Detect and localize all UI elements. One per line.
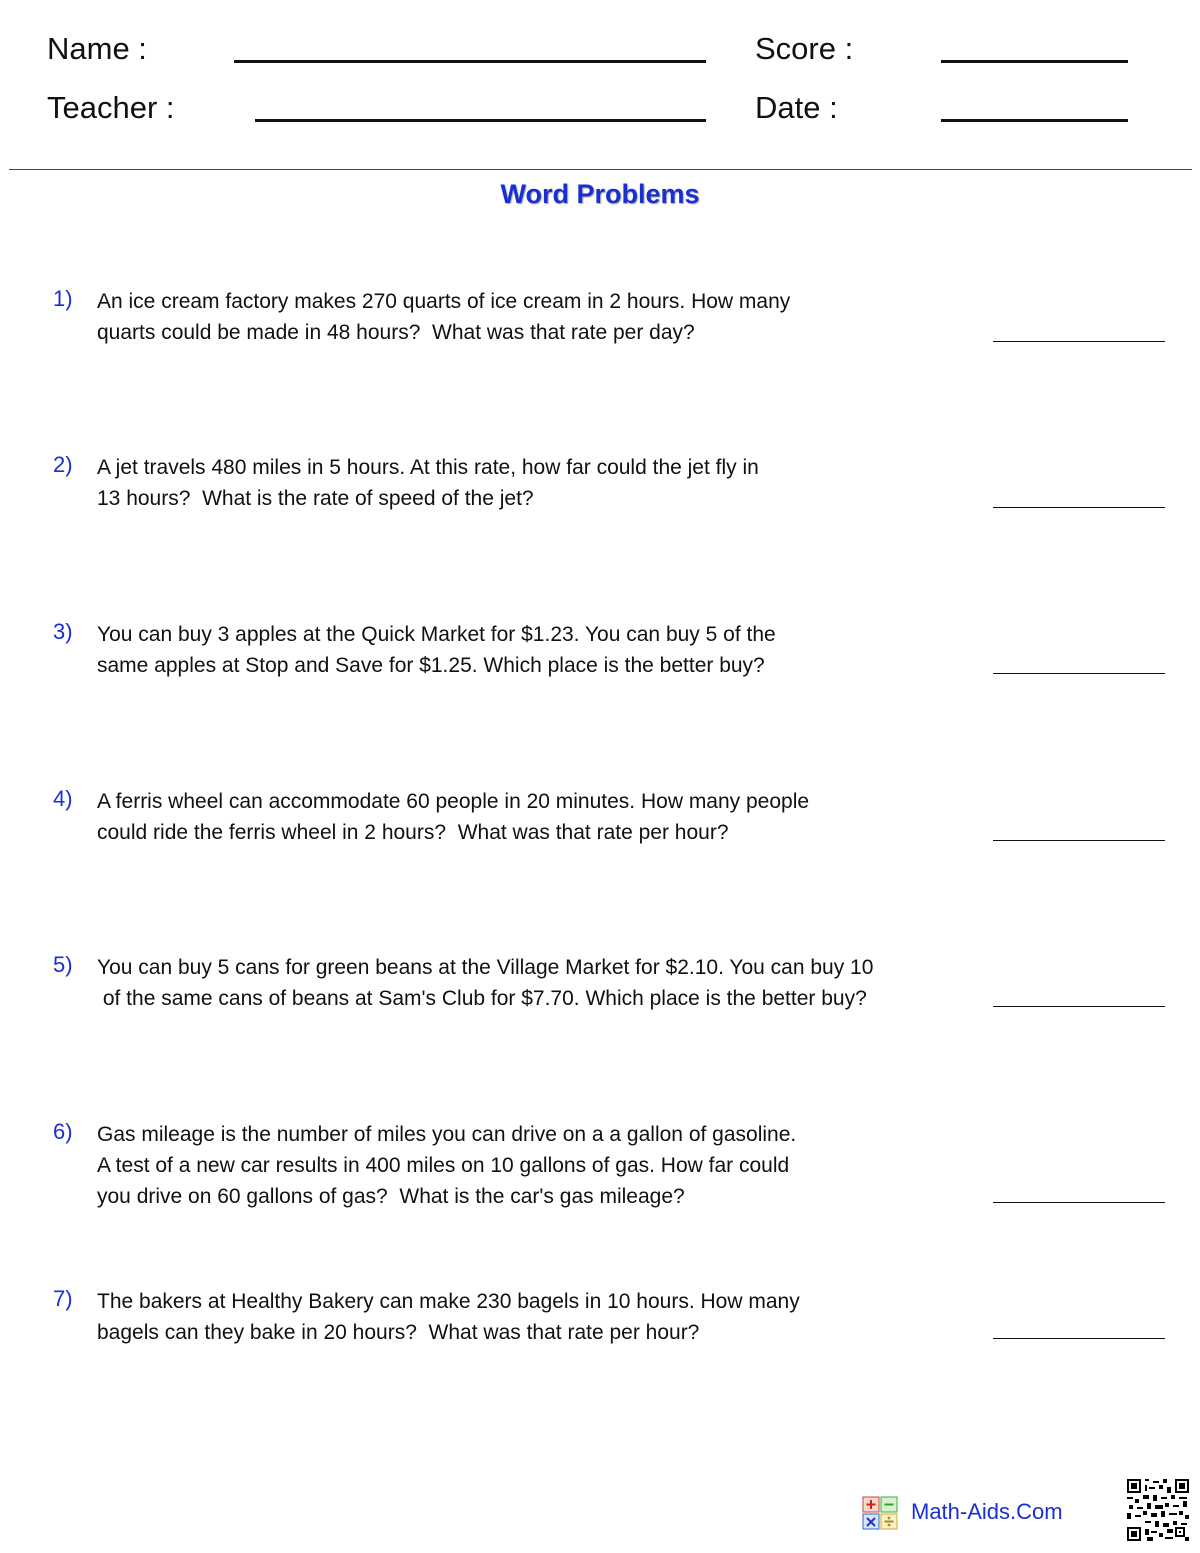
problem-number: 1): [53, 286, 73, 311]
date-label: Date :: [755, 90, 838, 125]
problem-line: The bakers at Healthy Bakery can make 230 bagels in 10 hours. How many: [97, 1290, 800, 1313]
problem-line: bagels can they bake in 20 hours? What was that rate per hour?: [97, 1321, 700, 1344]
problem-line: An ice cream factory makes 270 quarts of ice cream in 2 hours. How many: [97, 290, 791, 313]
problem-text: [97, 786, 987, 848]
problem-line: Gas mileage is the number of miles you can drive on a a gallon of gasoline.: [97, 1123, 797, 1146]
problem-line: A test of a new car results in 400 miles on 10 gallons of gas. How far could: [97, 1154, 790, 1177]
problem-line: A jet travels 480 miles in 5 hours. At this rate, how far could the jet fly in: [97, 456, 759, 479]
answer-line[interactable]: [993, 840, 1165, 841]
problem-number: 2): [53, 452, 73, 477]
name-label: Name :: [47, 31, 147, 66]
problem-line: You can buy 3 apples at the Quick Market for $1.23. You can buy 5 of the: [97, 623, 776, 646]
problem-text: [97, 286, 987, 348]
problem-line: 13 hours? What is the rate of speed of the jet?: [97, 487, 534, 510]
answer-line[interactable]: [993, 1006, 1165, 1007]
answer-line[interactable]: [993, 1202, 1165, 1203]
calculator-icon: [862, 1496, 898, 1530]
answer-line[interactable]: [993, 341, 1165, 342]
header-divider: [9, 169, 1192, 170]
answer-line[interactable]: [993, 1338, 1165, 1339]
problem-text: [97, 952, 987, 1014]
problem-line: of the same cans of beans at Sam's Club for $7.70. Which place is the better buy?: [97, 987, 867, 1010]
teacher-field[interactable]: [255, 119, 706, 122]
worksheet-title: Word Problems: [500, 179, 700, 209]
problem-number: 5): [53, 952, 73, 977]
answer-line[interactable]: [993, 507, 1165, 508]
problem-number: 4): [53, 786, 73, 811]
problem-number: 3): [53, 619, 73, 644]
problem-number: 6): [53, 1119, 73, 1144]
name-field[interactable]: [234, 60, 706, 63]
problem-line: A ferris wheel can accommodate 60 people in 20 minutes. How many people: [97, 790, 810, 813]
score-label: Score :: [755, 31, 854, 66]
problem-line: You can buy 5 cans for green beans at the Village Market for $2.10. You can buy 10: [97, 956, 874, 979]
qr-code-icon: [1127, 1479, 1189, 1541]
answer-line[interactable]: [993, 673, 1165, 674]
problem-line: you drive on 60 gallons of gas? What is the car's gas mileage?: [97, 1185, 685, 1208]
score-field[interactable]: [941, 60, 1128, 63]
problem-number: 7): [53, 1286, 73, 1311]
problem-line: quarts could be made in 48 hours? What was that rate per day?: [97, 321, 695, 344]
brand-link[interactable]: Math-Aids.Com: [911, 1499, 1063, 1524]
problem-text: [97, 1119, 987, 1212]
problem-text: [97, 1286, 987, 1348]
problem-text: [97, 452, 987, 514]
date-field[interactable]: [941, 119, 1128, 122]
problem-text: [97, 619, 987, 681]
problem-line: could ride the ferris wheel in 2 hours? What was that rate per hour?: [97, 821, 729, 844]
teacher-label: Teacher :: [47, 90, 175, 125]
problem-line: same apples at Stop and Save for $1.25. Which place is the better buy?: [97, 654, 765, 677]
